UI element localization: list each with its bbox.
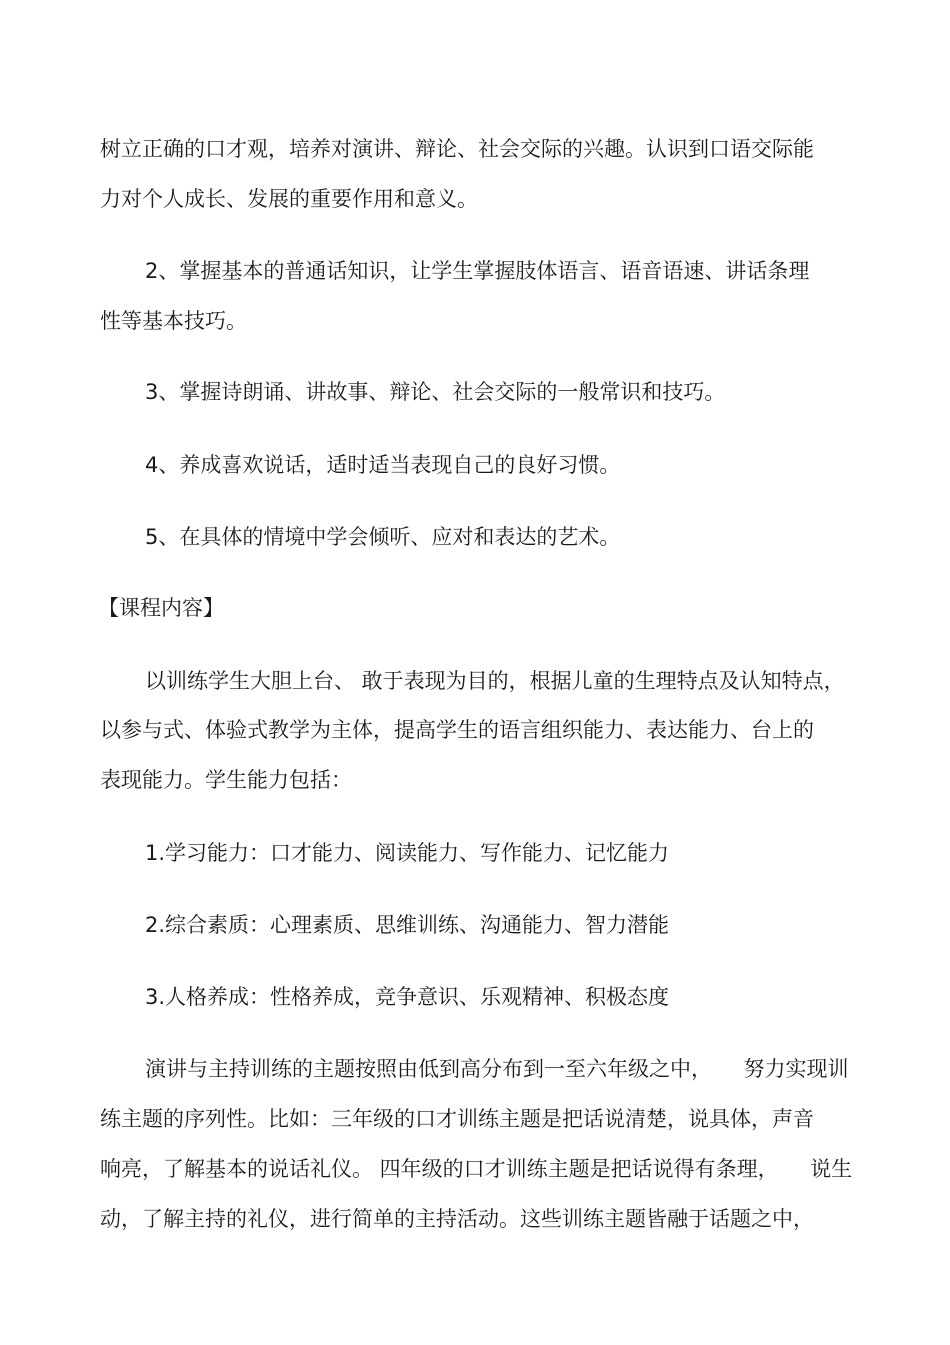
theme-paragraph-line-1: 演讲与主持训练的主题按照由低到高分布到一至六年级之中， 努力实现训 [145, 1057, 849, 1081]
theme-paragraph-line-4: 动，了解主持的礼仪，进行简单的主持活动。这些训练主题皆融于话题之中， [100, 1207, 814, 1231]
ability-item-1: 1.学习能力：口才能力、阅读能力、写作能力、记忆能力 [145, 841, 670, 865]
theme-paragraph-line-3: 响亮，了解基本的说话礼仪。 四年级的口才训练主题是把话说得有条理， 说生 [100, 1157, 853, 1181]
section-heading-course-content: 【课程内容】 [98, 596, 224, 620]
goal-item-2-cont: 性等基本技巧。 [100, 309, 247, 333]
text-line-2: 力对个人成长、发展的重要作用和意义。 [100, 187, 478, 211]
theme-paragraph-line-2: 练主题的序列性。比如：三年级的口才训练主题是把话说清楚，说具体，声音 [100, 1107, 814, 1131]
content-paragraph-line-2: 以参与式、体验式教学为主体，提高学生的语言组织能力、表达能力、台上的 [100, 718, 814, 742]
goal-item-2: 2、掌握基本的普通话知识，让学生掌握肢体语言、语音语速、讲话条理 [145, 259, 810, 283]
ability-item-2: 2.综合素质：心理素质、思维训练、沟通能力、智力潜能 [145, 913, 670, 937]
content-paragraph-line-1: 以训练学生大胆上台、 敢于表现为目的，根据儿童的生理特点及认知特点， [145, 669, 845, 693]
goal-item-5: 5、在具体的情境中学会倾听、应对和表达的艺术。 [145, 525, 621, 549]
content-paragraph-line-3: 表现能力。学生能力包括： [100, 768, 352, 792]
goal-item-3: 3、掌握诗朗诵、讲故事、辩论、社会交际的一般常识和技巧。 [145, 380, 726, 404]
ability-item-3: 3.人格养成：性格养成，竞争意识、乐观精神、积极态度 [145, 985, 670, 1009]
text-line-1: 树立正确的口才观，培养对演讲、辩论、社会交际的兴趣。认识到口语交际能 [100, 137, 814, 161]
goal-item-4: 4、养成喜欢说话，适时适当表现自己的良好习惯。 [145, 453, 621, 477]
